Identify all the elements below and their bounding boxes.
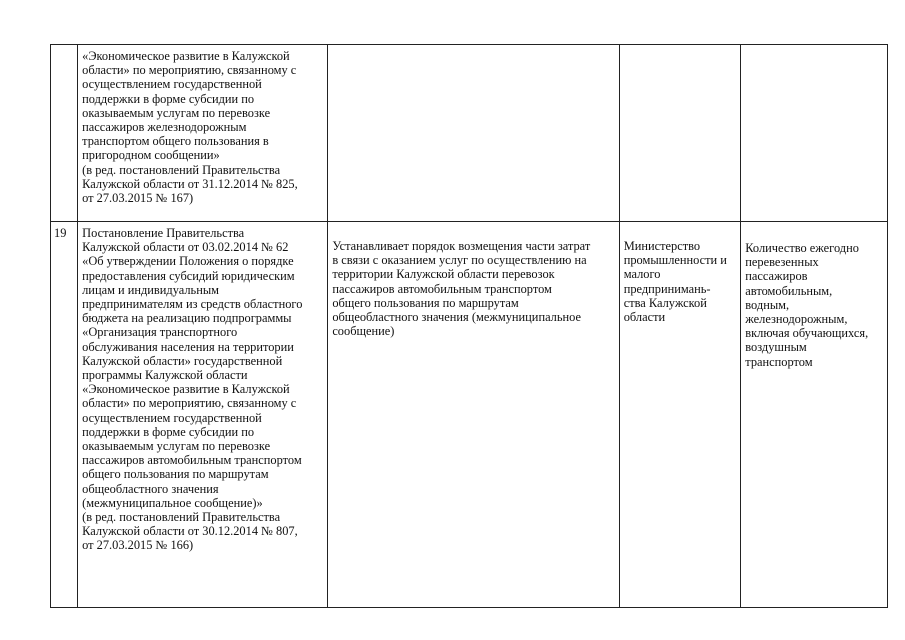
indicator-cell	[741, 45, 888, 222]
executor-cell	[619, 45, 741, 222]
document-cell: «Экономическое развитие в Калужской области» по мероприятию, связанному с осуществлением государственной поддержки в форме субсидии по оказываемым услугам по перевозке пассажиров железнодорожным транспортом общего пользования в пригородном сообщении» (в ред. постановлений Правительства Калужской области от 31.12.2014 № 825, от 27.03.2015 № 167)	[78, 45, 328, 222]
description-cell	[328, 45, 619, 222]
row-number-cell: 19	[51, 222, 78, 608]
description-cell: Устанавливает порядок возмещения части затрат в связи с оказанием услуг по осуществлению на территории Калужской области перевозок пассажиров автомобильным транспортом общего пользования по маршрутам общеобластного значения (межмуниципальное сообщение)	[328, 222, 619, 608]
document-cell: Постановление Правительства Калужской области от 03.02.2014 № 62 «Об утверждении Положения о порядке предоставления субсидий юридическим лицам и индивидуальным предпринимателям из средств областного бюджета на реализацию подпрограммы «Организация транспортного обслуживания населения на территории Калужской области» государственной программы Калужской области «Экономическое развитие в Калужской области» по мероприятию, связанному с осуществлением государственной поддержки в форме субсидии по оказываемым услугам по перевозке пассажиров автомобильным транспортом общего пользования по маршрутам общеобластного значения (межмуниципальное сообщение)» (в ред. постановлений Правительства Калужской области от 30.12.2014 № 807, от 27.03.2015 № 166)	[78, 222, 328, 608]
indicator-cell: Количество ежегодно перевезенных пассажиров автомобильным, водным, железнодорожным, включая обучающихся, воздушным транспортом	[741, 222, 888, 608]
regulation-table	[50, 44, 888, 608]
executor-cell: Министерство промышленности и малого предпринимань- ства Калужской области	[619, 222, 741, 608]
row-number-cell	[51, 45, 78, 222]
table-row	[51, 45, 888, 222]
table-row	[51, 222, 888, 608]
